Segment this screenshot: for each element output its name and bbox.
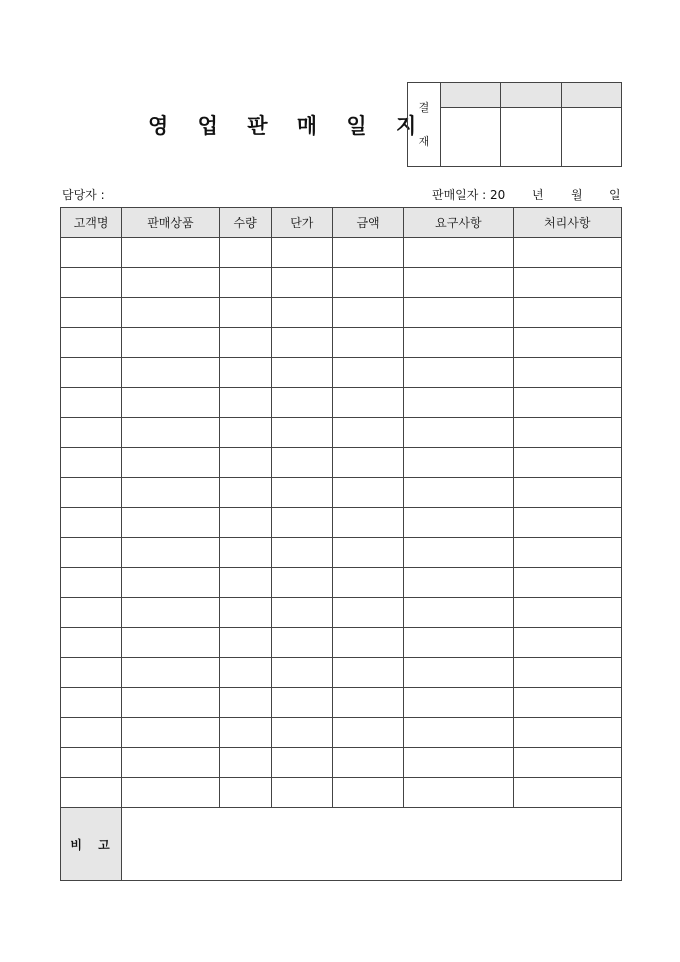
table-cell[interactable] <box>61 688 122 718</box>
approval-label-top: 결 <box>418 100 430 114</box>
table-cell[interactable] <box>219 568 271 598</box>
table-cell[interactable] <box>122 718 219 748</box>
table-cell[interactable] <box>271 598 332 628</box>
table-cell[interactable] <box>271 778 332 808</box>
table-cell[interactable] <box>271 448 332 478</box>
approval-header-cell <box>561 83 621 108</box>
table-row <box>61 748 622 778</box>
table-cell[interactable] <box>404 268 513 298</box>
table-cell[interactable] <box>61 628 122 658</box>
table-row <box>61 598 622 628</box>
table-cell[interactable] <box>219 298 271 328</box>
table-cell[interactable] <box>271 688 332 718</box>
note-label: 비 고 <box>61 808 122 881</box>
table-cell[interactable] <box>219 598 271 628</box>
table-row <box>61 658 622 688</box>
sales-log-table <box>60 207 622 881</box>
table-cell[interactable] <box>332 508 403 538</box>
table-cell[interactable] <box>122 628 219 658</box>
table-cell[interactable] <box>332 658 403 688</box>
table-row <box>61 298 622 328</box>
table-cell[interactable] <box>271 298 332 328</box>
table-cell[interactable] <box>122 688 219 718</box>
table-cell[interactable] <box>513 418 621 448</box>
table-row <box>61 448 622 478</box>
table-cell[interactable] <box>404 328 513 358</box>
table-cell[interactable] <box>404 688 513 718</box>
table-row <box>61 538 622 568</box>
table-cell[interactable] <box>332 328 403 358</box>
header-amount: 금액 <box>332 208 403 238</box>
note-field[interactable] <box>122 808 622 881</box>
table-cell[interactable] <box>271 418 332 448</box>
table-cell[interactable] <box>332 358 403 388</box>
table-cell[interactable] <box>332 418 403 448</box>
table-cell[interactable] <box>122 448 219 478</box>
table-cell[interactable] <box>404 298 513 328</box>
table-cell[interactable] <box>513 718 621 748</box>
year-unit: 년 <box>532 188 544 202</box>
table-cell[interactable] <box>404 238 513 268</box>
table-cell[interactable] <box>513 478 621 508</box>
table-cell[interactable] <box>332 478 403 508</box>
table-cell[interactable] <box>219 358 271 388</box>
table-cell[interactable] <box>271 388 332 418</box>
table-cell[interactable] <box>513 538 621 568</box>
approval-box <box>407 82 622 167</box>
table-cell[interactable] <box>61 598 122 628</box>
table-cell[interactable] <box>404 508 513 538</box>
table-cell[interactable] <box>271 658 332 688</box>
table-cell[interactable] <box>404 388 513 418</box>
table-cell[interactable] <box>513 448 621 478</box>
table-cell[interactable] <box>404 778 513 808</box>
table-cell[interactable] <box>122 568 219 598</box>
page-title: 영 업 판 매 일 지 <box>148 113 428 138</box>
table-row <box>61 328 622 358</box>
table-cell[interactable] <box>332 538 403 568</box>
table-cell[interactable] <box>404 748 513 778</box>
table-cell[interactable] <box>513 628 621 658</box>
table-cell[interactable] <box>61 748 122 778</box>
table-cell[interactable] <box>513 598 621 628</box>
table-cell[interactable] <box>61 418 122 448</box>
table-row <box>61 358 622 388</box>
table-cell[interactable] <box>122 748 219 778</box>
table-cell[interactable] <box>271 358 332 388</box>
table-row <box>61 478 622 508</box>
table-cell[interactable] <box>404 538 513 568</box>
header-handling: 처리사항 <box>513 208 621 238</box>
table-cell[interactable] <box>404 598 513 628</box>
table-cell[interactable] <box>219 658 271 688</box>
table-cell[interactable] <box>219 418 271 448</box>
approval-label-bottom: 재 <box>418 134 430 148</box>
table-cell[interactable] <box>122 478 219 508</box>
table-cell[interactable] <box>271 478 332 508</box>
table-cell[interactable] <box>271 328 332 358</box>
table-cell[interactable] <box>61 778 122 808</box>
manager-label: 담당자 : <box>62 188 105 202</box>
header-request: 요구사항 <box>404 208 513 238</box>
table-cell[interactable] <box>61 658 122 688</box>
table-cell[interactable] <box>271 538 332 568</box>
table-row <box>61 508 622 538</box>
table-cell[interactable] <box>61 358 122 388</box>
table-cell[interactable] <box>61 298 122 328</box>
table-cell[interactable] <box>513 568 621 598</box>
table-cell[interactable] <box>332 568 403 598</box>
table-cell[interactable] <box>219 718 271 748</box>
table-cell[interactable] <box>404 658 513 688</box>
table-cell[interactable] <box>219 328 271 358</box>
table-cell[interactable] <box>122 388 219 418</box>
table-row <box>61 688 622 718</box>
approval-sign-cell[interactable] <box>561 108 621 167</box>
table-cell[interactable] <box>332 448 403 478</box>
table-cell[interactable] <box>332 778 403 808</box>
table-cell[interactable] <box>219 778 271 808</box>
table-cell[interactable] <box>219 748 271 778</box>
table-cell[interactable] <box>404 358 513 388</box>
table-cell[interactable] <box>122 538 219 568</box>
table-cell[interactable] <box>219 478 271 508</box>
approval-header-cell <box>441 83 501 108</box>
day-unit: 일 <box>609 188 621 202</box>
table-cell[interactable] <box>61 538 122 568</box>
table-row <box>61 388 622 418</box>
header-quantity: 수량 <box>219 208 271 238</box>
table-cell[interactable] <box>271 718 332 748</box>
table-cell[interactable] <box>271 748 332 778</box>
table-cell[interactable] <box>122 598 219 628</box>
table-cell[interactable] <box>61 238 122 268</box>
month-unit: 월 <box>571 188 583 202</box>
table-cell[interactable] <box>122 328 219 358</box>
table-cell[interactable] <box>122 418 219 448</box>
approval-label <box>408 83 441 167</box>
table-cell[interactable] <box>61 328 122 358</box>
table-cell[interactable] <box>404 718 513 748</box>
table-row <box>61 268 622 298</box>
table-cell[interactable] <box>513 358 621 388</box>
table-cell[interactable] <box>332 748 403 778</box>
table-cell[interactable] <box>332 688 403 718</box>
table-cell[interactable] <box>61 388 122 418</box>
table-row <box>61 238 622 268</box>
table-cell[interactable] <box>513 658 621 688</box>
table-row <box>61 778 622 808</box>
table-cell[interactable] <box>513 268 621 298</box>
table-cell[interactable] <box>332 628 403 658</box>
table-cell[interactable] <box>219 538 271 568</box>
table-row <box>61 718 622 748</box>
table-cell[interactable] <box>122 238 219 268</box>
table-cell[interactable] <box>332 268 403 298</box>
table-cell[interactable] <box>513 388 621 418</box>
table-cell[interactable] <box>513 298 621 328</box>
table-cell[interactable] <box>61 448 122 478</box>
note-row <box>61 808 622 881</box>
table-cell[interactable] <box>513 328 621 358</box>
table-row <box>61 568 622 598</box>
table-cell[interactable] <box>332 298 403 328</box>
table-cell[interactable] <box>219 448 271 478</box>
table-cell[interactable] <box>219 508 271 538</box>
table-cell[interactable] <box>61 478 122 508</box>
sale-date-label: 판매일자 : 20 <box>432 188 506 202</box>
table-cell[interactable] <box>404 448 513 478</box>
table-cell[interactable] <box>513 778 621 808</box>
table-cell[interactable] <box>513 688 621 718</box>
table-cell[interactable] <box>332 718 403 748</box>
table-cell[interactable] <box>219 688 271 718</box>
table-cell[interactable] <box>513 748 621 778</box>
table-cell[interactable] <box>332 598 403 628</box>
table-cell[interactable] <box>271 238 332 268</box>
table-cell[interactable] <box>61 508 122 538</box>
table-cell[interactable] <box>404 478 513 508</box>
table-cell[interactable] <box>61 268 122 298</box>
table-cell[interactable] <box>271 628 332 658</box>
table-cell[interactable] <box>122 358 219 388</box>
table-cell[interactable] <box>271 508 332 538</box>
table-row <box>61 628 622 658</box>
table-cell[interactable] <box>219 268 271 298</box>
table-cell[interactable] <box>513 238 621 268</box>
table-cell[interactable] <box>61 568 122 598</box>
header-product: 판매상품 <box>122 208 219 238</box>
approval-header-cell <box>501 83 561 108</box>
table-cell[interactable] <box>404 628 513 658</box>
table-header-row <box>61 208 622 238</box>
header-customer: 고객명 <box>61 208 122 238</box>
table-cell[interactable] <box>219 388 271 418</box>
table-cell[interactable] <box>122 508 219 538</box>
table-cell[interactable] <box>513 508 621 538</box>
table-cell[interactable] <box>122 658 219 688</box>
approval-sign-cell[interactable] <box>501 108 561 167</box>
table-cell[interactable] <box>219 238 271 268</box>
table-cell[interactable] <box>122 268 219 298</box>
header-unit-price: 단가 <box>271 208 332 238</box>
table-cell[interactable] <box>332 388 403 418</box>
table-cell[interactable] <box>271 568 332 598</box>
table-cell[interactable] <box>122 298 219 328</box>
table-cell[interactable] <box>122 778 219 808</box>
table-cell[interactable] <box>404 418 513 448</box>
table-cell[interactable] <box>61 718 122 748</box>
table-cell[interactable] <box>271 268 332 298</box>
table-cell[interactable] <box>404 568 513 598</box>
table-row <box>61 418 622 448</box>
table-cell[interactable] <box>219 628 271 658</box>
approval-sign-cell[interactable] <box>441 108 501 167</box>
table-cell[interactable] <box>332 238 403 268</box>
